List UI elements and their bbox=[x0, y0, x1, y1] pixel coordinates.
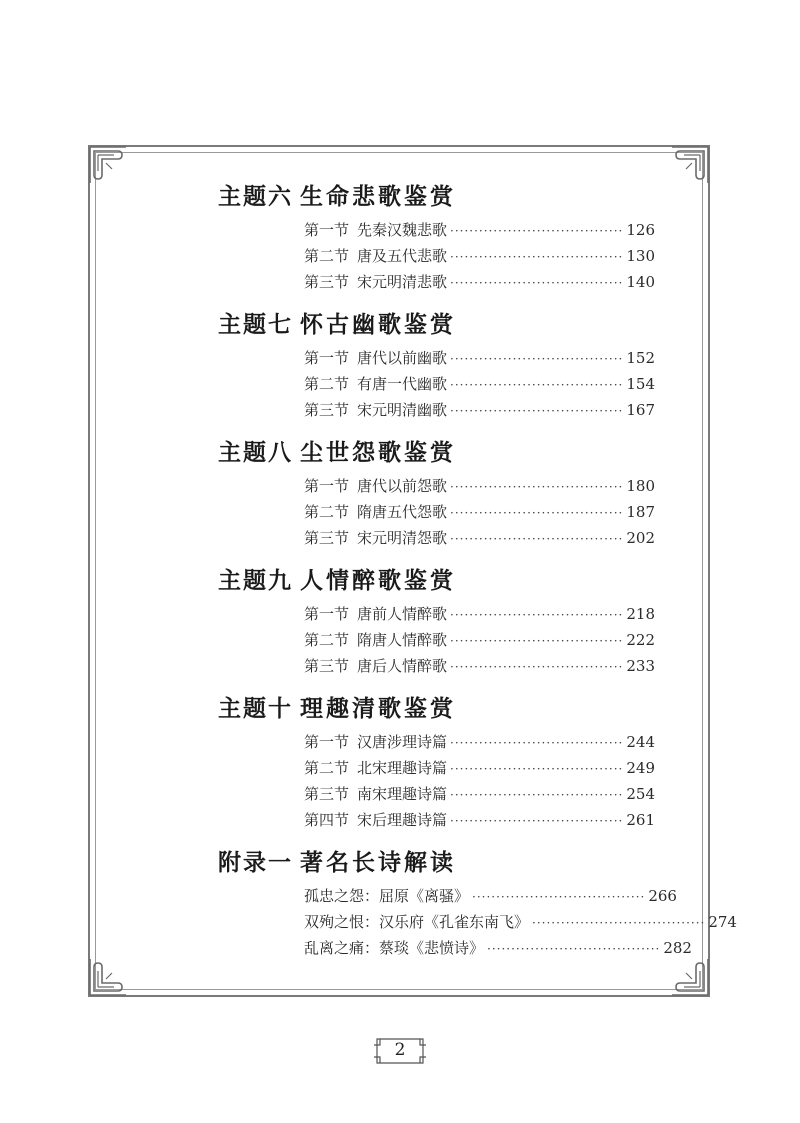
entry-number: 第一节 bbox=[304, 221, 350, 239]
leader-dots: ···································· bbox=[532, 916, 706, 930]
toc-entry[interactable] bbox=[304, 757, 655, 779]
entry-page: 249 bbox=[626, 759, 655, 777]
section-title: 理趣清歌鉴赏 bbox=[300, 695, 456, 722]
entry-title: 孤忠之怨：屈原《离骚》 bbox=[304, 887, 470, 905]
toc-entry[interactable] bbox=[304, 783, 655, 805]
toc-entry[interactable] bbox=[304, 373, 655, 395]
entry-title: 南宋理趣诗篇 bbox=[357, 785, 448, 803]
toc-entry[interactable] bbox=[304, 937, 692, 959]
toc-entry[interactable] bbox=[304, 629, 655, 651]
section-title: 生命悲歌鉴赏 bbox=[300, 183, 456, 210]
toc-entry[interactable] bbox=[304, 809, 655, 831]
entry-number: 第一节 bbox=[304, 605, 350, 623]
section-heading[interactable] bbox=[218, 562, 456, 594]
section-heading[interactable] bbox=[218, 178, 456, 210]
entry-number: 第三节 bbox=[304, 785, 350, 803]
toc-entry[interactable] bbox=[304, 245, 655, 267]
entry-title: 汉唐涉理诗篇 bbox=[357, 733, 448, 751]
entry-title: 唐代以前幽歌 bbox=[357, 349, 448, 367]
entry-page: 244 bbox=[626, 733, 655, 751]
entry-page: 233 bbox=[626, 657, 655, 675]
entry-title: 乱离之痛：蔡琰《悲愤诗》 bbox=[304, 939, 485, 957]
leader-dots: ···································· bbox=[450, 660, 624, 674]
entry-number: 第三节 bbox=[304, 273, 350, 291]
leader-dots: ···································· bbox=[450, 788, 624, 802]
entry-page: 274 bbox=[708, 913, 737, 931]
leader-dots: ···································· bbox=[450, 532, 624, 546]
entry-page: 167 bbox=[626, 401, 655, 419]
toc-entry[interactable] bbox=[304, 527, 655, 549]
toc-entry[interactable] bbox=[304, 347, 655, 369]
entry-title: 宋元明清幽歌 bbox=[357, 401, 448, 419]
leader-dots: ···································· bbox=[450, 480, 624, 494]
entry-page: 180 bbox=[626, 477, 655, 495]
leader-dots: ···································· bbox=[450, 276, 624, 290]
entry-page: 187 bbox=[626, 503, 655, 521]
leader-dots: ···································· bbox=[450, 352, 624, 366]
entry-title: 宋元明清悲歌 bbox=[357, 273, 448, 291]
leader-dots: ···································· bbox=[450, 762, 624, 776]
entry-page: 218 bbox=[626, 605, 655, 623]
leader-dots: ···································· bbox=[450, 608, 624, 622]
leader-dots: ···································· bbox=[450, 250, 624, 264]
section-title: 怀古幽歌鉴赏 bbox=[300, 311, 456, 338]
toc-entry[interactable] bbox=[304, 655, 655, 677]
entry-number: 第二节 bbox=[304, 631, 350, 649]
leader-dots: ···································· bbox=[450, 814, 624, 828]
entry-number: 第一节 bbox=[304, 349, 350, 367]
section-title: 著名长诗解读 bbox=[300, 849, 456, 876]
entry-number: 第一节 bbox=[304, 477, 350, 495]
entry-page: 140 bbox=[626, 273, 655, 291]
entry-number: 第二节 bbox=[304, 247, 350, 265]
toc-entry[interactable] bbox=[304, 271, 655, 293]
entry-number: 第一节 bbox=[304, 733, 350, 751]
entry-number: 第三节 bbox=[304, 657, 350, 675]
toc-entry[interactable] bbox=[304, 885, 677, 907]
entry-page: 222 bbox=[626, 631, 655, 649]
entry-number: 第四节 bbox=[304, 811, 350, 829]
section-label: 主题六 bbox=[218, 183, 293, 210]
toc-entry[interactable] bbox=[304, 603, 655, 625]
toc-entry[interactable] bbox=[304, 475, 655, 497]
corner-ornament-icon bbox=[88, 145, 128, 185]
leader-dots: ···································· bbox=[450, 634, 624, 648]
section-heading[interactable] bbox=[218, 690, 456, 722]
section-title: 尘世怨歌鉴赏 bbox=[300, 439, 456, 466]
entry-title: 宋元明清怨歌 bbox=[357, 529, 448, 547]
section-label: 主题八 bbox=[218, 439, 293, 466]
leader-dots: ···································· bbox=[487, 942, 661, 956]
entry-page: 202 bbox=[626, 529, 655, 547]
section-title: 人情醉歌鉴赏 bbox=[300, 567, 456, 594]
leader-dots: ···································· bbox=[450, 378, 624, 392]
leader-dots: ···································· bbox=[450, 404, 624, 418]
entry-title: 唐后人情醉歌 bbox=[357, 657, 448, 675]
entry-page: 254 bbox=[626, 785, 655, 803]
section-heading[interactable] bbox=[218, 306, 456, 338]
entry-title: 隋唐人情醉歌 bbox=[357, 631, 448, 649]
toc-entry[interactable] bbox=[304, 501, 655, 523]
entry-number: 第二节 bbox=[304, 375, 350, 393]
section-heading[interactable] bbox=[218, 434, 456, 466]
entry-title: 双殉之恨：汉乐府《孔雀东南飞》 bbox=[304, 913, 530, 931]
leader-dots: ···································· bbox=[472, 890, 646, 904]
entry-title: 先秦汉魏悲歌 bbox=[357, 221, 448, 239]
entry-number: 第三节 bbox=[304, 401, 350, 419]
toc-entry[interactable] bbox=[304, 219, 655, 241]
toc-entry[interactable] bbox=[304, 731, 655, 753]
entry-title: 唐代以前怨歌 bbox=[357, 477, 448, 495]
section-label: 主题十 bbox=[218, 695, 293, 722]
entry-title: 隋唐五代怨歌 bbox=[357, 503, 448, 521]
section-label: 主题九 bbox=[218, 567, 293, 594]
section-heading[interactable] bbox=[218, 844, 456, 876]
entry-page: 266 bbox=[648, 887, 677, 905]
entry-number: 第二节 bbox=[304, 503, 350, 521]
entry-page: 152 bbox=[626, 349, 655, 367]
entry-page: 130 bbox=[626, 247, 655, 265]
entry-number: 第三节 bbox=[304, 529, 350, 547]
toc-entry[interactable] bbox=[304, 399, 655, 421]
entry-page: 261 bbox=[626, 811, 655, 829]
corner-ornament-icon bbox=[670, 957, 710, 997]
leader-dots: ···································· bbox=[450, 736, 624, 750]
entry-title: 宋后理趣诗篇 bbox=[357, 811, 448, 829]
entry-title: 北宋理趣诗篇 bbox=[357, 759, 448, 777]
leader-dots: ···································· bbox=[450, 506, 624, 520]
corner-ornament-icon bbox=[670, 145, 710, 185]
entry-title: 有唐一代幽歌 bbox=[357, 375, 448, 393]
corner-ornament-icon bbox=[88, 957, 128, 997]
section-label: 附录一 bbox=[218, 849, 293, 876]
entry-title: 唐及五代悲歌 bbox=[357, 247, 448, 265]
leader-dots: ···································· bbox=[450, 224, 624, 238]
entry-title: 唐前人情醉歌 bbox=[357, 605, 448, 623]
page-number: 2 bbox=[394, 1040, 406, 1060]
section-label: 主题七 bbox=[218, 311, 293, 338]
page-number-box bbox=[373, 1035, 427, 1067]
entry-page: 154 bbox=[626, 375, 655, 393]
entry-page: 282 bbox=[663, 939, 692, 957]
entry-page: 126 bbox=[626, 221, 655, 239]
toc-entry[interactable] bbox=[304, 911, 737, 933]
entry-number: 第二节 bbox=[304, 759, 350, 777]
